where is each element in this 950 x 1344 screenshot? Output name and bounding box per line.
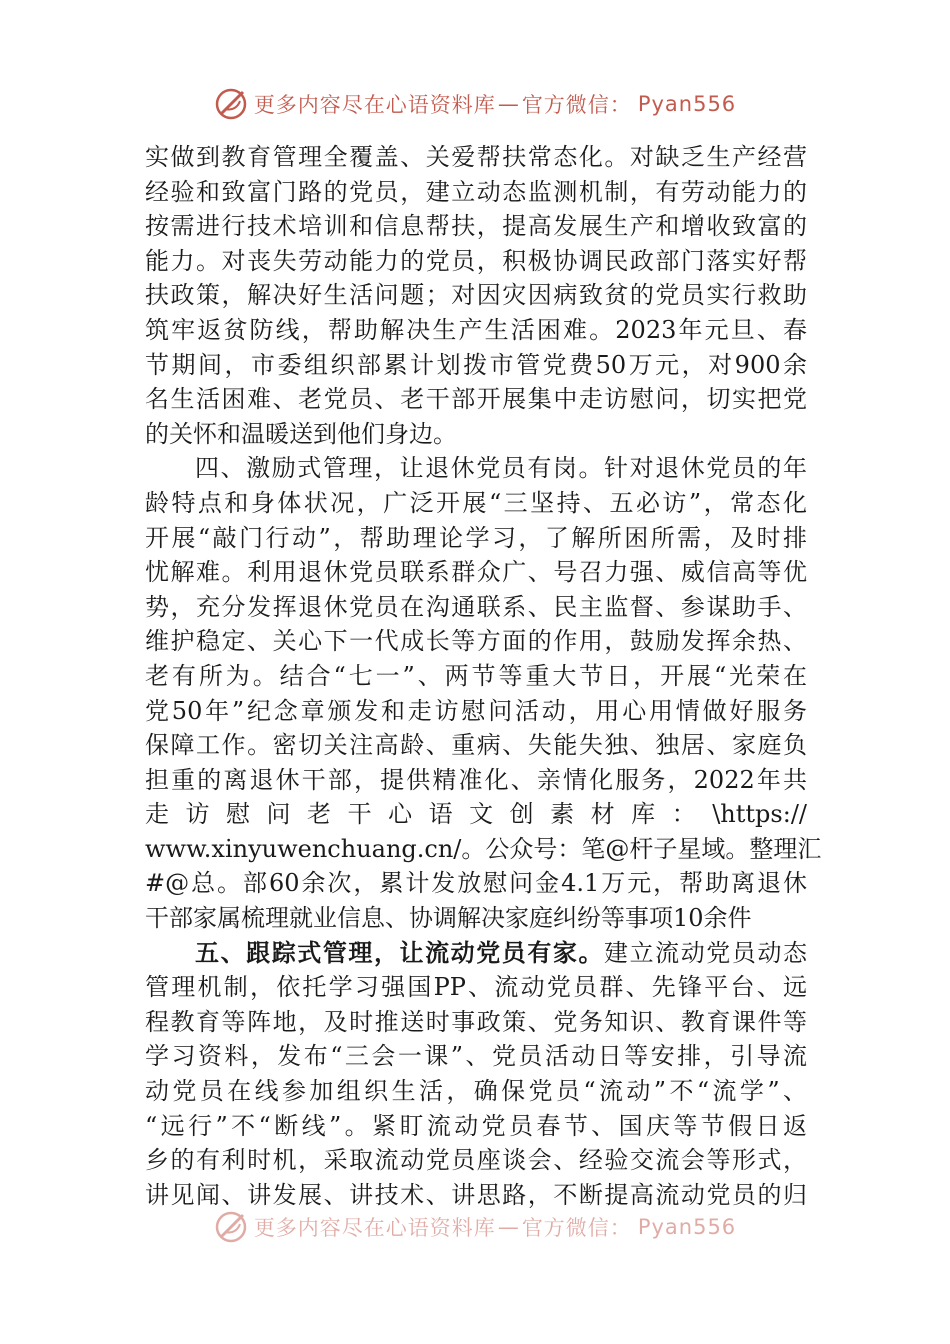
section-4-heading-line: 四、激励式管理，让退休党员有岗。针对退休党员的年	[195, 454, 807, 483]
quill-logo-icon	[214, 1210, 248, 1244]
watermark-contact-id: Pyan556	[637, 1215, 737, 1239]
text-line: 讲见闻、讲发展、讲技术、讲思路，不断提高流动党员的归	[145, 1180, 807, 1209]
text-line: 干部家属梳理就业信息、协调解决家庭纠纷等事项10余件	[145, 904, 752, 933]
text-line: 维护稳定、关心下一代成长等方面的作用，鼓励发挥余热、	[145, 627, 807, 656]
text-line: 担重的离退休干部，提供精准化、亲情化服务，2022年共	[145, 765, 807, 794]
text-line: 动党员在线参加组织生活，确保党员“流动”不“流学”、	[145, 1077, 807, 1106]
text-line: #@总。部60余次，累计发放慰问金4.1万元，帮助离退休	[145, 869, 807, 898]
text-line: 乡的有利时机，采取流动党员座谈会、经验交流会等形式，	[145, 1146, 807, 1175]
text-line: 经验和致富门路的党员，建立动态监测机制，有劳动能力的	[145, 177, 807, 206]
text-line: 的关怀和温暖送到他们身边。	[145, 419, 457, 448]
watermark-footer	[0, 1209, 950, 1245]
text-line: 名生活困难、老党员、老干部开展集中走访慰问，切实把党	[145, 385, 807, 414]
text-line: 节期间，市委组织部累计划拨市管党费50万元，对900余	[145, 350, 807, 379]
section-5-heading: 五、跟踪式管理，让流动党员有家。	[195, 938, 605, 967]
text-line: 实做到教育管理全覆盖、关爱帮扶常态化。对缺乏生产经营	[145, 143, 807, 171]
watermark-contact-id: Pyan556	[637, 92, 737, 116]
text-line: www.xinyuwenchuang.cn/。公众号：笔@杆子星域。整理汇	[145, 834, 822, 863]
watermark-separator: —	[497, 1215, 520, 1239]
text-line: 开展“敲门行动”，帮助理论学习，了解所困所需，及时排	[145, 523, 807, 552]
text-line: 党50年”纪念章颁发和走访慰问活动，用心用情做好服务	[145, 696, 807, 725]
text-line: 走访慰问老干心语文创素材库：\https://	[145, 800, 807, 829]
text-line: 势，充分发挥退休党员在沟通联系、民主监督、参谋助手、	[145, 592, 807, 621]
text-line: 扶政策，解决好生活问题；对因灾因病致贫的党员实行救助	[145, 281, 807, 310]
text-line: 能力。对丧失劳动能力的党员，积极协调民政部门落实好帮	[145, 246, 807, 275]
section-5-heading-rest: 建立流动党员动态	[604, 938, 808, 967]
text-line: 忧解难。利用退休党员联系群众广、号召力强、威信高等优	[145, 558, 807, 587]
text-line: 筑牢返贫防线，帮助解决生产生活困难。2023年元旦、春	[145, 315, 807, 344]
text-line: 学习资料，发布“三会一课”、党员活动日等安排，引导流	[145, 1042, 807, 1071]
text-line: 老有所为。结合“七一”、两节等重大节日，开展“光荣在	[145, 661, 807, 690]
watermark-brand: 更多内容尽在心语资料库	[253, 1216, 496, 1240]
text-line: 保障工作。密切关注高龄、重病、失能失独、独居、家庭负	[145, 731, 807, 760]
text-line: 管理机制，依托学习强国PP、流动党员群、先锋平台、远	[145, 973, 807, 1002]
watermark-brand: 更多内容尽在心语资料库	[253, 93, 496, 117]
text-line: 程教育等阵地，及时推送时事政策、党务知识、教育课件等	[145, 1007, 807, 1036]
text-line: 龄特点和身体状况，广泛开展“三坚持、五必访”，常态化	[145, 488, 807, 517]
watermark-header	[0, 86, 950, 122]
watermark-contact-label: 官方微信：	[521, 1216, 632, 1240]
quill-logo-icon	[214, 87, 248, 121]
watermark-separator: —	[497, 92, 520, 116]
watermark-contact-label: 官方微信：	[521, 93, 632, 117]
section-5-heading-line	[145, 936, 807, 971]
text-line: “远行”不“断线”。紧盯流动党员春节、国庆等节假日返	[145, 1111, 807, 1140]
document-body	[145, 140, 822, 1212]
text-line: 按需进行技术培训和信息帮扶，提高发展生产和增收致富的	[145, 212, 807, 241]
